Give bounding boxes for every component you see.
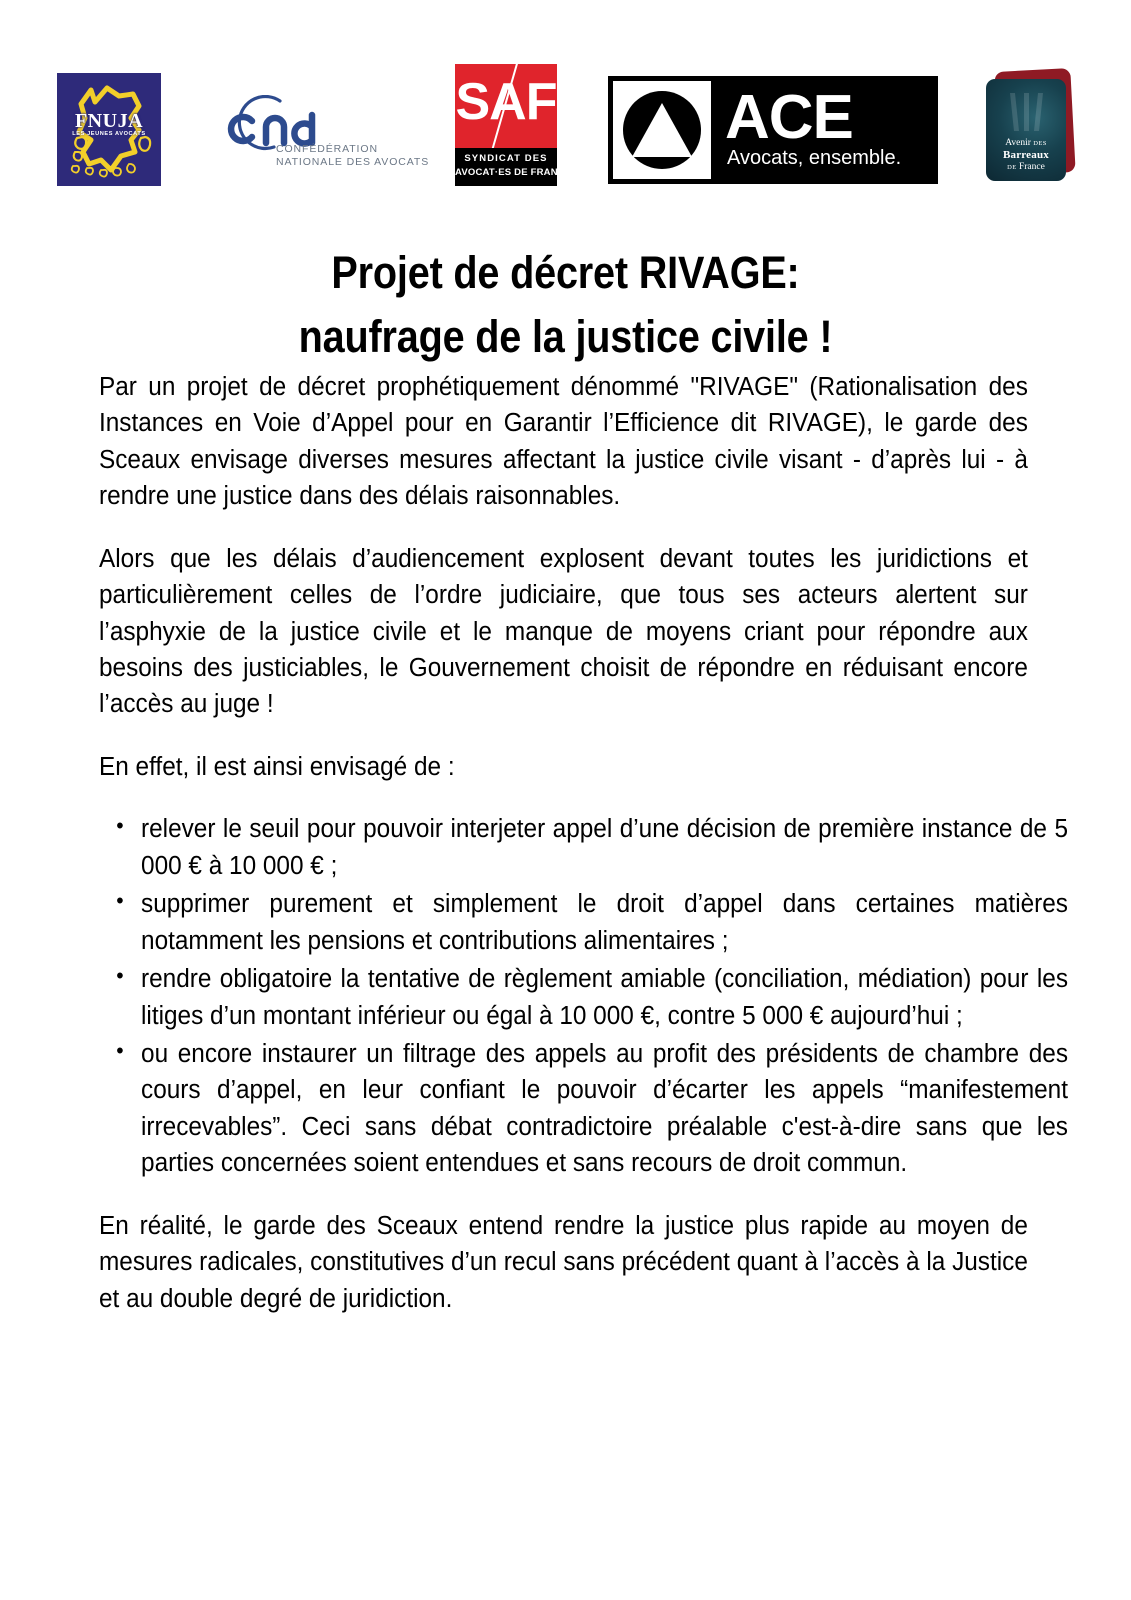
logo-bar [0, 0, 1131, 205]
saf-caption [455, 148, 572, 186]
logo-cna [222, 95, 430, 180]
abf-line-1: Avenir DES [1005, 137, 1047, 148]
abf-wordmark [986, 138, 1066, 173]
list-item: • relever le seuil pour pouvoir interjeter appel d’une décision de première instance de 5 000 € à 10 000 € ; [139, 811, 1068, 884]
saf-acronym: SAF [455, 73, 557, 131]
logo-avenir-des-barreaux-de-france [979, 62, 1079, 192]
fnuja-badge [57, 73, 161, 186]
ace-triangle-icon [632, 103, 692, 157]
abf-line-3: DE France [1007, 161, 1045, 172]
paragraph-context: Alors que les délais d’audiencement explosent devant toutes les juridictions et particulièrement celles de l’ordre judiciaire, que tous ses acteurs alertent sur l’asphyxie de la justice civile et le manque de moyens criant pour répondre aux besoins des justiciables, le Gouvernement choisit de répondre en réduisant encore l’accès au juge ! [98, 544, 1028, 719]
measures-list [99, 811, 1068, 1182]
ace-badge [608, 76, 938, 184]
saf-red-block [455, 64, 557, 148]
logo-fnuja [57, 73, 161, 186]
ace-acronym: ACE [725, 82, 853, 152]
paragraph-lead-in: En effet, il est ainsi envisagé de : [98, 752, 455, 781]
page-title-line-2: naufrage de la justice civile ! [298, 310, 833, 362]
saf-caption-line-1: SYNDICAT DES [464, 153, 548, 164]
abf-column-icon [1034, 93, 1043, 131]
ace-mark-icon [613, 81, 711, 179]
list-item: • rendre obligatoire la tentative de règlement amiable (conciliation, médiation) pour les litiges d’un montant inférieur ou égal à 10 000 €, contre 5 000 € aujourd’hui ; [139, 961, 1068, 1034]
ace-wordmark [711, 82, 933, 170]
abf-line-2: Barreaux [1002, 148, 1049, 161]
logo-ace [608, 76, 938, 184]
fnuja-acronym: FNUJA [74, 110, 144, 132]
abf-teal-card [986, 79, 1066, 181]
cna-subtitle-line-1: CONFÉDÉRATION [276, 143, 378, 155]
page-title [68, 241, 1063, 369]
list-item: • ou encore instaurer un filtrage des appels au profit des présidents de chambre des cours d’appel, en leur confiant le pouvoir d’écarter les appels “manifestement irrecevables”. Ceci sans débat contradictoire préalable c'est-à-dire sans que les parties concernées soient entendues et sans recours de droit commun. [139, 1036, 1068, 1182]
paragraph-intro: Par un projet de décret prophétiquement dénommé "RIVAGE" (Rationalisation des Instances en Voie d’Appel pour en Garantir l’Efficience dit RIVAGE), le garde des Sceaux envisage diverses mesures affectant la justice civile visant - d’après lui - à rendre une justice dans des délais raisonnables. [98, 372, 1028, 511]
abf-column-icon [1024, 93, 1029, 131]
page-title-line-1: Projet de décret RIVAGE: [331, 247, 800, 298]
saf-caption-line-2: AVOCAT·ES DE FRANCE [455, 166, 572, 178]
list-item: • supprimer purement et simplement le droit d’appel dans certaines matières notamment les pensions et contributions alimentaires ; [139, 886, 1068, 959]
cna-subtitle-line-2: NATIONALE DES AVOCATS [276, 156, 430, 169]
ace-tagline: Avocats, ensemble. [727, 147, 902, 170]
abf-column-icon [1010, 93, 1019, 131]
fnuja-tagline: LES JEUNES AVOCATS [72, 131, 146, 137]
paragraph-conclusion: En réalité, le garde des Sceaux entend rendre la justice plus rapide au moyen de mesures radicales, constitutives d’un recul sans précédent quant à l’accès à la Justice et au double degré de juridiction. [98, 1211, 1028, 1313]
cna-subtitle [276, 143, 429, 170]
document-body [51, 369, 1081, 1317]
logo-saf [455, 64, 572, 186]
